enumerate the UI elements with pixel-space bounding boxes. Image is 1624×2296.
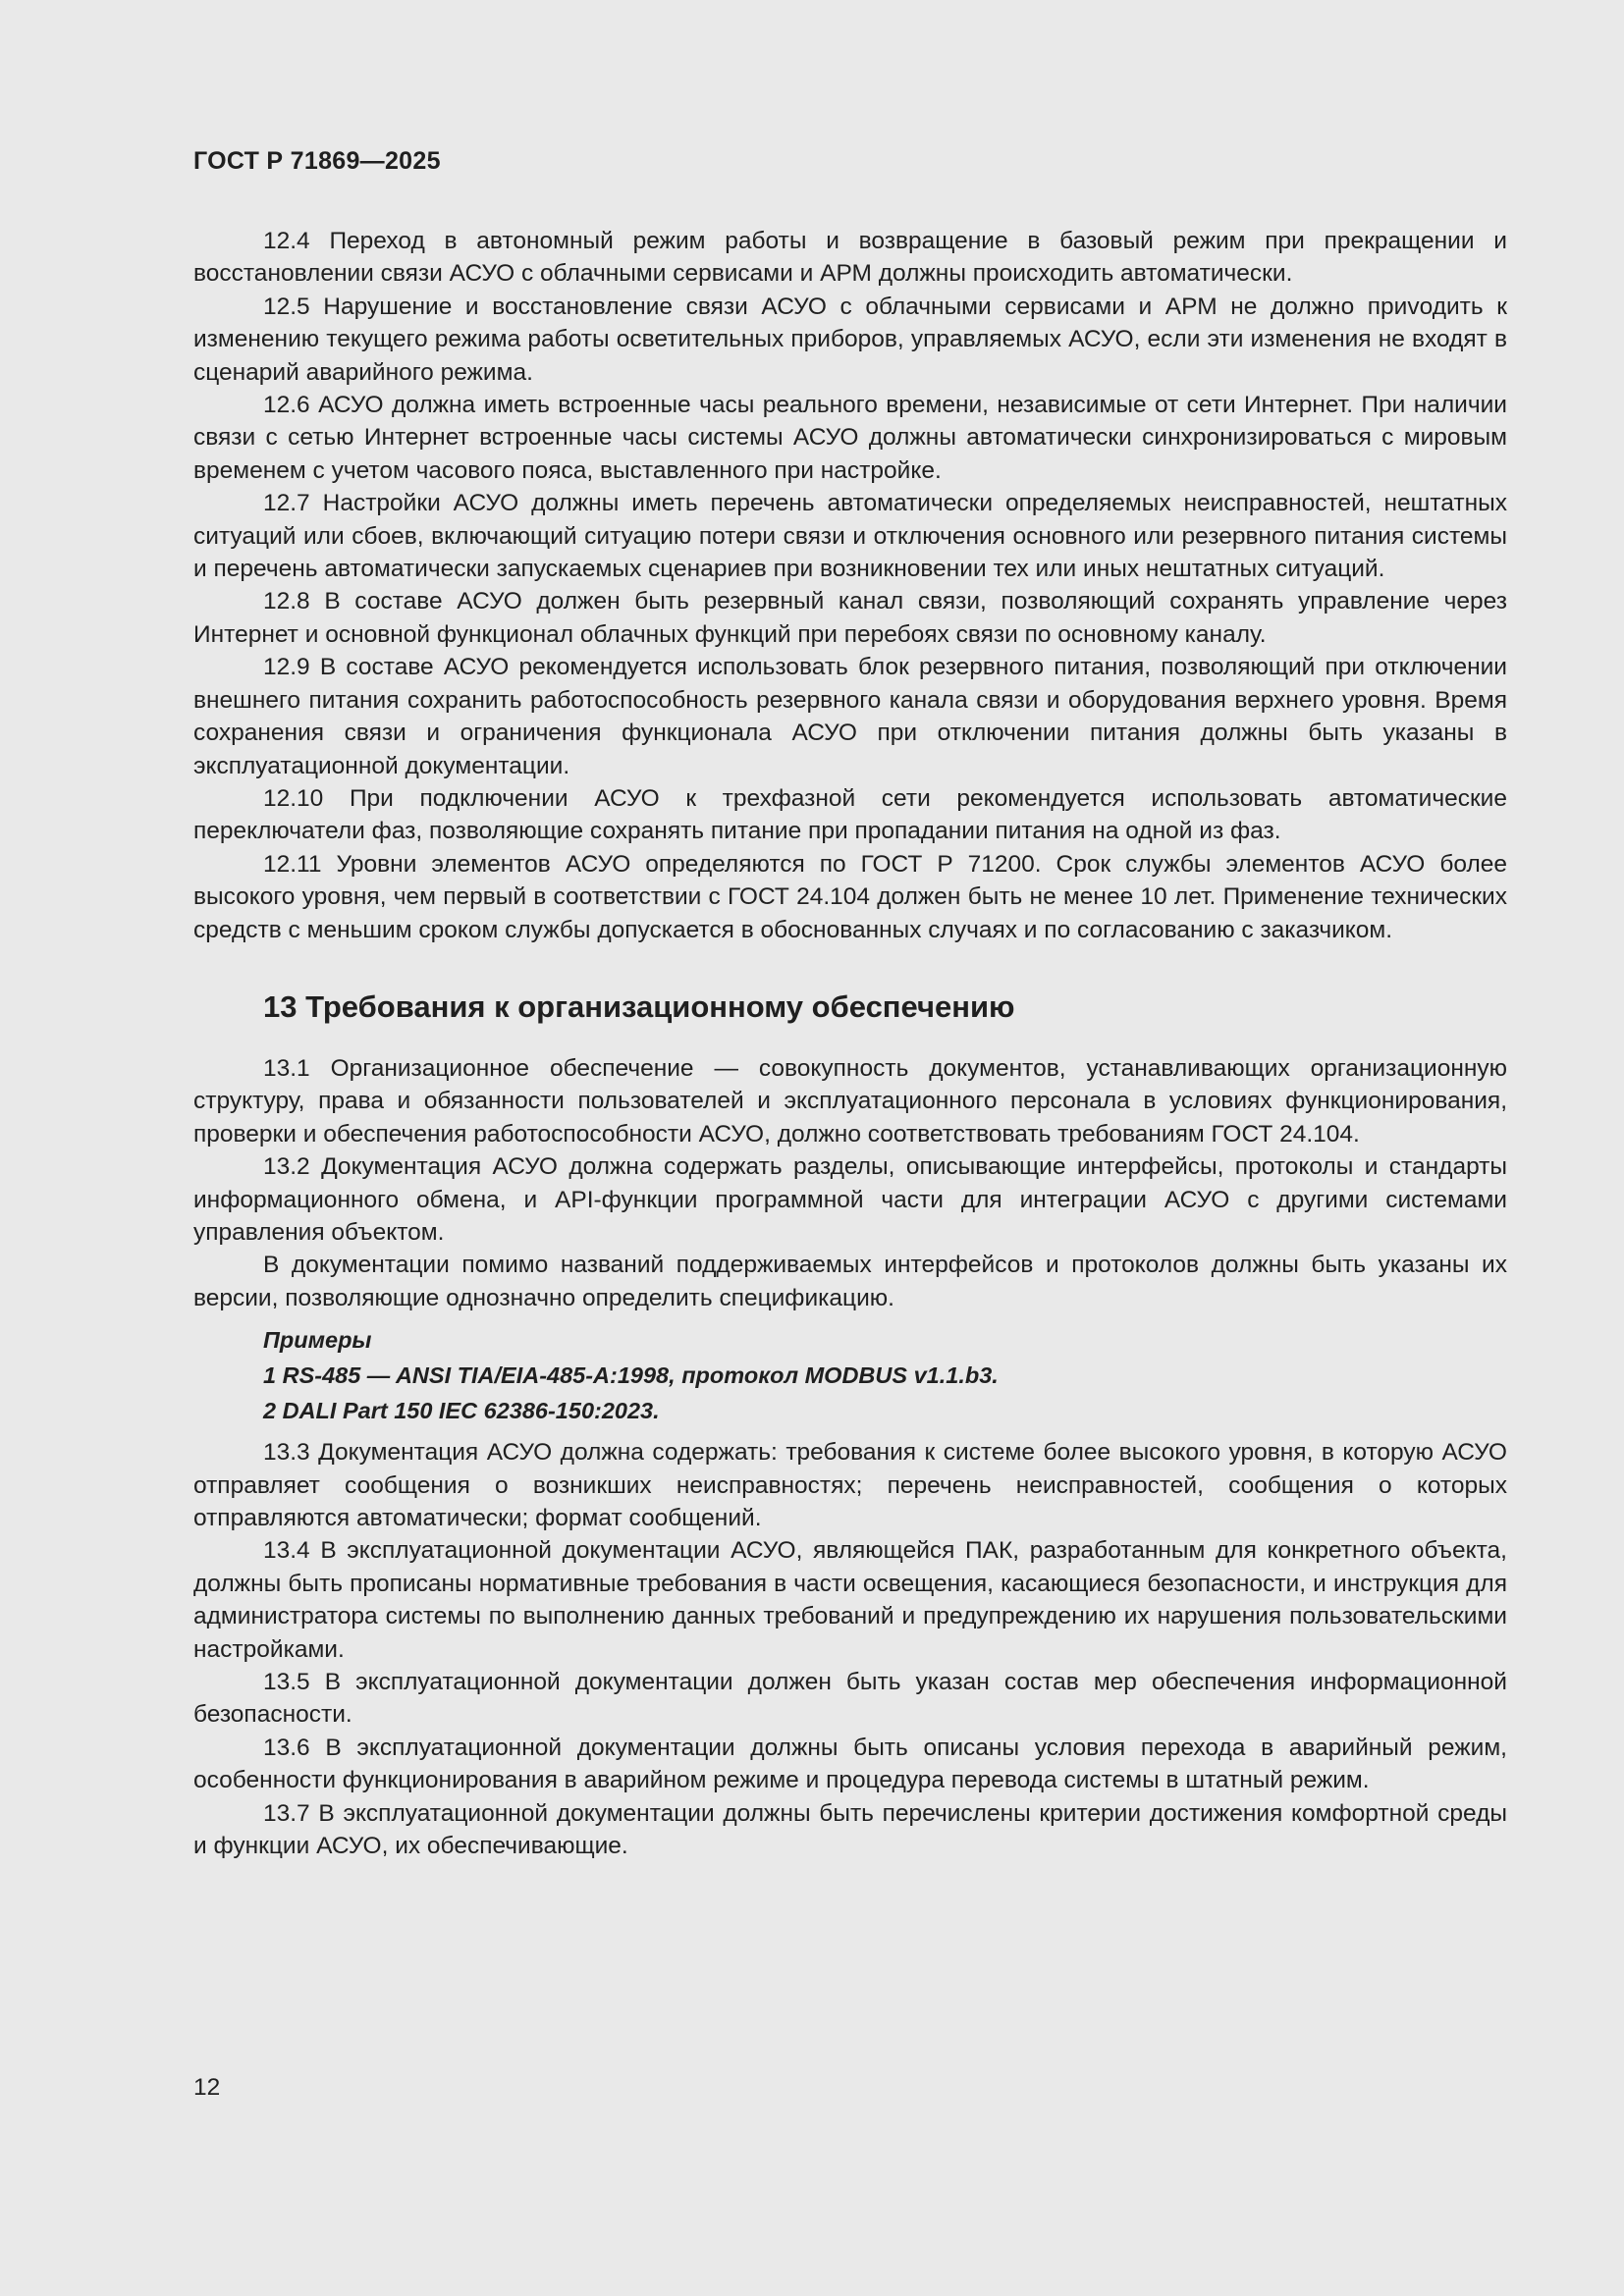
paragraph-13-2-note: В документации помимо названий поддерживаемых интерфейсов и протоколов должны быть указаны их версии, позволяющие однозначно определить спецификацию. xyxy=(193,1252,1507,1311)
page-number: 12 xyxy=(193,2074,221,2101)
paragraph-12-7: 12.7 Настройки АСУО должны иметь перечень автоматически определяемых неисправностей, нештатных ситуаций или сбоев, включающий ситуацию потери связи и отключения основного или резервного питания системы и перечень автоматически запускаемых сценариев при возникновении тех или иных нештатных ситуаций. xyxy=(193,490,1507,583)
document-header: ГОСТ Р 71869—2025 xyxy=(193,147,441,175)
paragraph-13-3: 13.3 Документация АСУО должна содержать: требования к системе более высокого уровня, в которую АСУО отправляет сообщения о возникших неисправностях; перечень неисправностей, сообщения о которых отправляются автоматически; формат сообщений. xyxy=(193,1439,1507,1531)
paragraph-13-4: 13.4 В эксплуатационной документации АСУО, являющейся ПАК, разработанным для конкретного объекта, должны быть прописаны нормативные требования в части освещения, касающиеся безопасности, и инструкция для администратора системы по выполнению данных требований и предупреждению их нарушения пользовательскими настройками. xyxy=(193,1537,1507,1663)
paragraph-12-6: 12.6 АСУО должна иметь встроенные часы реального времени, независимые от сети Интернет. При наличии связи с сетью Интернет встроенные часы системы АСУО должны автоматически синхронизироваться с мировым временем с учетом часового пояса, выставленного при настройке. xyxy=(193,392,1507,484)
paragraph-12-11: 12.11 Уровни элементов АСУО определяются по ГОСТ Р 71200. Срок службы элементов АСУО более высокого уровня, чем первый в соответствии с ГОСТ 24.104 должен быть не менее 10 лет. Применение технических средств с меньшим сроком службы допускается в обоснованных случаях и по согласованию с заказчиком. xyxy=(193,850,1507,943)
paragraph-12-10: 12.10 При подключении АСУО к трехфазной сети рекомендуется использовать автоматические переключатели фаз, позволяющие сохранять питание при пропадании питания на одной из фаз. xyxy=(193,784,1507,845)
paragraph-12-4: 12.4 Переход в автономный режим работы и возвращение в базовый режим при прекращении и восстановлении связи АСУО с облачными сервисами и АРМ должны происходить автоматически. xyxy=(193,228,1507,288)
example-item-1: 1 RS-485 — ANSI TIA/EIA-485-A:1998, протокол MODBUS v1.1.b3. xyxy=(263,1362,999,1389)
paragraph-12-9: 12.9 В составе АСУО рекомендуется использовать блок резервного питания, позволяющий при отключении внешнего питания сохранить работоспособность резервного канала связи и оборудования верхнего уровня. Время сохранения связи и ограничения функционала АСУО при отключении питания должны быть указаны в эксплуатационной документации. xyxy=(193,654,1507,779)
section-13-heading: 13 Требования к организационному обеспечению xyxy=(263,988,1015,1024)
paragraph-13-1: 13.1 Организационное обеспечение — совокупность документов, устанавливающих организационную структуру, права и обязанности пользователей и эксплуатационного персонала в условиях функционирования, проверки и обеспечения работоспособности АСУО, должно соответствовать требованиям ГОСТ 24.104. xyxy=(193,1054,1507,1148)
paragraph-13-7: 13.7 В эксплуатационной документации должны быть перечислены критерии достижения комфортной среды и функции АСУО, их обеспечивающие. xyxy=(193,1799,1507,1860)
examples-block xyxy=(263,1322,1507,1428)
page-body xyxy=(193,225,1507,1862)
paragraph-13-5: 13.5 В эксплуатационной документации должен быть указан состав мер обеспечения информационной безопасности. xyxy=(193,1669,1507,1729)
paragraph-12-8: 12.8 В составе АСУО должен быть резервный канал связи, позволяющий сохранять управление через Интернет и основной функционал облачных функций при перебоях связи по основному каналу. xyxy=(193,588,1507,648)
paragraph-12-5: 12.5 Нарушение и восстановление связи АСУО с облачными сервисами и АРМ не должно приvодить к изменению текущего режима работы осветительных приборов, управляемых АСУО, если эти изменения не входят в сценарий аварийного режима. xyxy=(193,293,1507,386)
paragraph-13-2: 13.2 Документация АСУО должна содержать разделы, описывающие интерфейсы, протоколы и стандарты информационного обмена, и API-функции программной части для интеграции АСУО с другими системами управления объектом. xyxy=(193,1153,1507,1246)
paragraph-13-6: 13.6 В эксплуатационной документации должны быть описаны условия перехода в аварийный режим, особенности функционирования в аварийном режиме и процедура перевода системы в штатный режим. xyxy=(193,1734,1507,1794)
examples-label: Примеры xyxy=(263,1327,372,1354)
example-item-2: 2 DALI Part 150 IEC 62386-150:2023. xyxy=(263,1398,660,1424)
